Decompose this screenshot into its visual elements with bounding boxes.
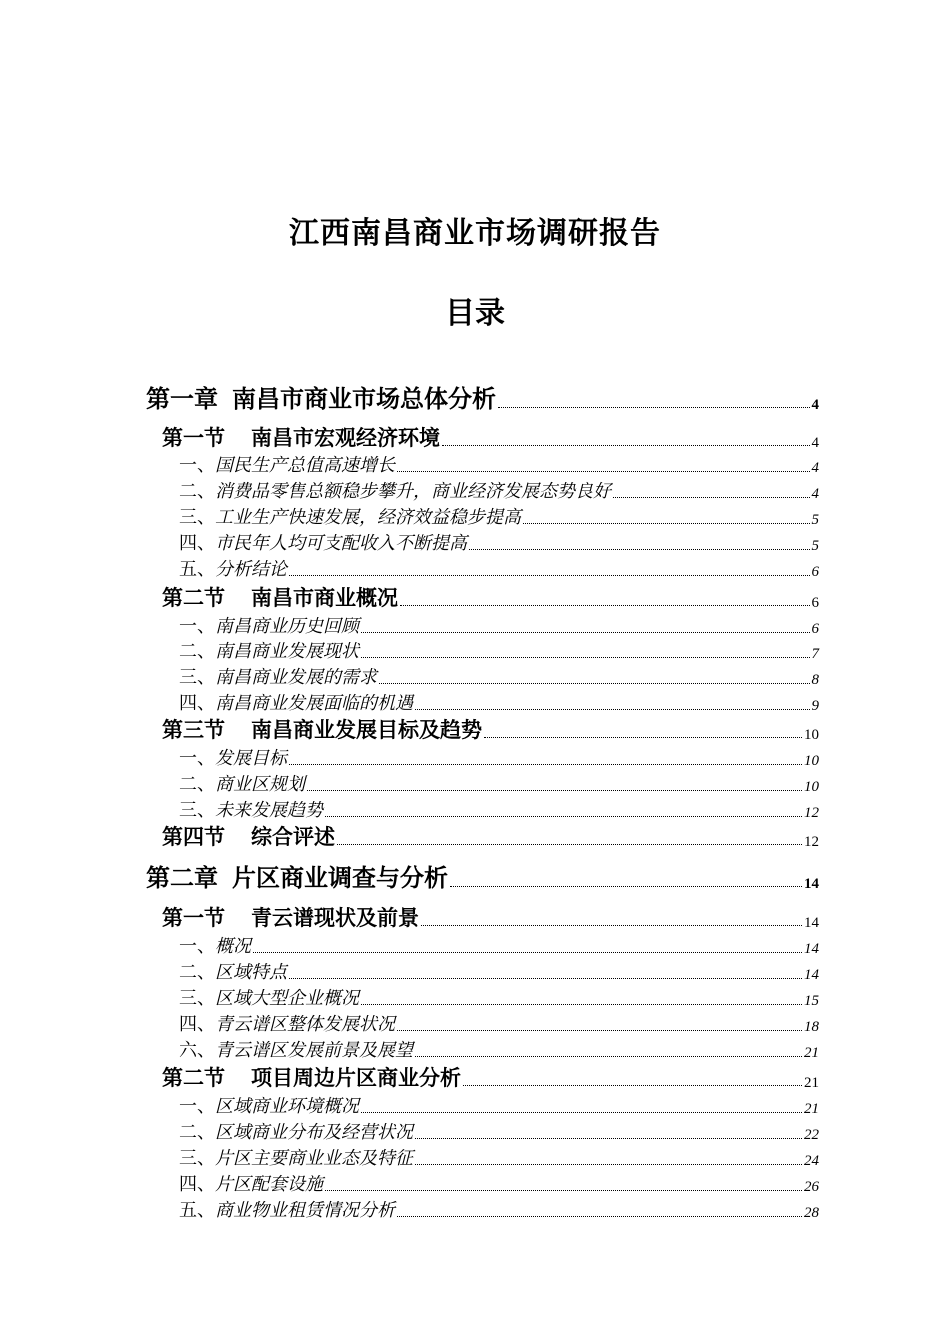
toc-entry-title: 项目周边片区商业分析 <box>251 1066 461 1090</box>
toc-entry-title: 工业生产快速发展，经济效益稳步提高 <box>215 507 521 528</box>
toc-entry-number: 四、 <box>179 693 215 714</box>
toc-entry-page-number: 28 <box>804 1205 819 1221</box>
toc-dot-leader <box>325 1189 802 1191</box>
toc-entry-page-number: 14 <box>804 967 819 983</box>
toc-entry-title: 未来发展趋势 <box>215 800 323 821</box>
toc-entry-page-number: 4 <box>811 397 819 413</box>
toc-dot-leader <box>415 1055 802 1057</box>
toc-entry-page-number: 12 <box>804 805 819 821</box>
toc-entry-page-number: 9 <box>811 698 819 714</box>
toc-entry-number: 三、 <box>179 507 215 528</box>
toc-entry-title: 综合评述 <box>251 825 335 849</box>
toc-entry-title: 片区主要商业业态及特征 <box>215 1148 413 1169</box>
toc-entry-page-number: 21 <box>804 1075 819 1091</box>
toc-dot-leader <box>613 496 810 498</box>
toc-entry-page-number: 26 <box>804 1179 819 1195</box>
toc-entry-number: 五、 <box>179 1200 215 1221</box>
toc-entry-number: 第二节 <box>162 586 225 610</box>
toc-entry-level-3[interactable] <box>179 557 819 581</box>
toc-entry-number: 第四节 <box>162 825 225 849</box>
toc-entry-level-3[interactable] <box>179 1038 819 1062</box>
toc-dot-leader <box>361 656 810 658</box>
toc-entry-title: 南昌商业发展目标及趋势 <box>251 718 482 742</box>
toc-entry-level-2[interactable] <box>162 717 819 744</box>
toc-entry-number: 一、 <box>179 748 215 769</box>
toc-entry-title: 概况 <box>215 936 251 957</box>
toc-entry-page-number: 6 <box>811 595 819 611</box>
toc-dot-leader <box>450 885 802 887</box>
toc-entry-title: 区域商业环境概况 <box>215 1096 359 1117</box>
toc-entry-level-2[interactable] <box>162 1065 819 1092</box>
toc-dot-leader <box>325 815 802 817</box>
toc-entry-number: 四、 <box>179 1174 215 1195</box>
toc-dot-leader <box>337 843 802 845</box>
toc-dot-leader <box>463 1084 802 1086</box>
toc-entry-level-3[interactable] <box>179 1172 819 1196</box>
toc-entry-number: 四、 <box>179 1014 215 1035</box>
toc-dot-leader <box>307 789 802 791</box>
toc-entry-title: 南昌市商业市场总体分析 <box>232 385 496 413</box>
toc-dot-leader <box>379 682 810 684</box>
toc-entry-title: 片区配套设施 <box>215 1174 323 1195</box>
toc-entry-page-number: 4 <box>811 435 819 451</box>
toc-entry-page-number: 21 <box>804 1101 819 1117</box>
toc-entry-number: 二、 <box>179 641 215 662</box>
toc-dot-leader <box>361 631 810 633</box>
toc-entry-level-2[interactable] <box>162 824 819 851</box>
toc-entry-title: 市民年人均可支配收入不断提高 <box>215 533 467 554</box>
toc-entry-level-3[interactable] <box>179 772 819 796</box>
toc-dot-leader <box>421 924 802 926</box>
toc-entry-level-3[interactable] <box>179 1146 819 1170</box>
toc-entry-level-2[interactable] <box>162 425 819 452</box>
toc-entry-page-number: 15 <box>804 993 819 1009</box>
toc-entry-level-3[interactable] <box>179 665 819 689</box>
toc-entry-number: 三、 <box>179 800 215 821</box>
toc-entry-number: 第一节 <box>162 426 225 450</box>
toc-entry-page-number: 14 <box>804 941 819 957</box>
toc-entry-number: 二、 <box>179 1122 215 1143</box>
toc-entry-number: 四、 <box>179 533 215 554</box>
toc-entry-title: 商业区规划 <box>215 774 305 795</box>
toc-entry-page-number: 10 <box>804 779 819 795</box>
toc-dot-leader <box>397 1215 802 1217</box>
toc-entry-number: 二、 <box>179 962 215 983</box>
toc-entry-number: 六、 <box>179 1040 215 1061</box>
toc-entry-page-number: 6 <box>811 621 819 637</box>
toc-entry-title: 国民生产总值高速增长 <box>215 455 395 476</box>
toc-entry-number: 二、 <box>179 774 215 795</box>
toc-entry-page-number: 4 <box>811 486 819 502</box>
toc-entry-level-3[interactable] <box>179 691 819 715</box>
toc-dot-leader <box>289 763 802 765</box>
toc-entry-page-number: 8 <box>811 672 819 688</box>
toc-entry-title: 区域商业分布及经营状况 <box>215 1122 413 1143</box>
toc-dot-leader <box>498 406 810 408</box>
toc-entry-level-2[interactable] <box>162 585 819 612</box>
toc-entry-title: 分析结论 <box>215 559 287 580</box>
toc-entry-title: 青云谱区整体发展状况 <box>215 1014 395 1035</box>
toc-entry-level-1[interactable] <box>146 384 819 414</box>
toc-entry-level-2[interactable] <box>162 905 819 932</box>
toc-entry-page-number: 24 <box>804 1153 819 1169</box>
toc-entry-number: 三、 <box>179 1148 215 1169</box>
toc-entry-number: 一、 <box>179 936 215 957</box>
toc-entry-page-number: 5 <box>811 538 819 554</box>
toc-entry-title: 商业物业租赁情况分析 <box>215 1200 395 1221</box>
toc-entry-page-number: 14 <box>804 915 819 931</box>
toc-entry-level-3[interactable] <box>179 960 819 984</box>
toc-dot-leader <box>415 1137 802 1139</box>
toc-entry-title: 南昌商业发展现状 <box>215 641 359 662</box>
toc-dot-leader <box>523 522 810 524</box>
toc-entry-page-number: 10 <box>804 727 819 743</box>
toc-entry-title: 南昌商业发展面临的机遇 <box>215 693 413 714</box>
toc-entry-level-3[interactable] <box>179 531 819 555</box>
toc-entry-level-3[interactable] <box>179 934 819 958</box>
toc-dot-leader <box>361 1111 802 1113</box>
toc-entry-page-number: 18 <box>804 1019 819 1035</box>
toc-entry-title: 消费品零售总额稳步攀升，商业经济发展态势良好 <box>215 481 611 502</box>
toc-entry-level-3[interactable] <box>179 1120 819 1144</box>
toc-entry-page-number: 4 <box>811 460 819 476</box>
toc-entry-number: 第二章 <box>146 864 218 892</box>
toc-entry-level-3[interactable] <box>179 479 819 503</box>
toc-entry-page-number: 14 <box>804 876 819 892</box>
toc-dot-leader <box>289 574 810 576</box>
toc-entry-number: 二、 <box>179 481 215 502</box>
toc-dot-leader <box>469 548 810 550</box>
toc-entry-level-3[interactable] <box>179 639 819 663</box>
toc-entry-page-number: 5 <box>811 512 819 528</box>
toc-entry-level-3[interactable] <box>179 1094 819 1118</box>
toc-dot-leader <box>415 708 810 710</box>
document-title: 江西南昌商业市场调研报告 <box>289 216 661 251</box>
toc-entry-title: 片区商业调查与分析 <box>232 864 448 892</box>
toc-entry-title: 南昌商业历史回顾 <box>215 616 359 637</box>
toc-entry-title: 南昌市宏观经济环境 <box>251 426 440 450</box>
toc-entry-number: 三、 <box>179 988 215 1009</box>
toc-entry-title: 区域特点 <box>215 962 287 983</box>
toc-entry-level-3[interactable] <box>179 798 819 822</box>
toc-entry-title: 发展目标 <box>215 748 287 769</box>
toc-dot-leader <box>400 604 810 606</box>
toc-entry-level-3[interactable] <box>179 986 819 1010</box>
toc-dot-leader <box>415 1163 802 1165</box>
toc-entry-page-number: 12 <box>804 834 819 850</box>
toc-dot-leader <box>361 1003 802 1005</box>
toc-entry-title: 南昌市商业概况 <box>251 586 398 610</box>
toc-dot-leader <box>442 444 810 446</box>
toc-entry-number: 一、 <box>179 455 215 476</box>
toc-entry-number: 三、 <box>179 667 215 688</box>
toc-entry-page-number: 6 <box>811 564 819 580</box>
toc-entry-number: 第一章 <box>146 385 218 413</box>
toc-entry-page-number: 10 <box>804 753 819 769</box>
toc-entry-title: 青云谱区发展前景及展望 <box>215 1040 413 1061</box>
toc-entry-title: 南昌商业发展的需求 <box>215 667 377 688</box>
toc-entry-title: 区域大型企业概况 <box>215 988 359 1009</box>
toc-entry-page-number: 7 <box>811 646 819 662</box>
toc-dot-leader <box>484 736 802 738</box>
toc-entry-number: 第三节 <box>162 718 225 742</box>
toc-entry-page-number: 22 <box>804 1127 819 1143</box>
toc-entry-level-3[interactable] <box>179 746 819 770</box>
toc-entry-title: 青云谱现状及前景 <box>251 906 419 930</box>
toc-entry-number: 五、 <box>179 559 215 580</box>
toc-entry-level-1[interactable] <box>146 863 819 893</box>
toc-entry-level-3[interactable] <box>179 1198 819 1222</box>
toc-dot-leader <box>397 470 810 472</box>
toc-dot-leader <box>397 1029 802 1031</box>
toc-heading: 目录 <box>445 296 505 331</box>
toc-entry-number: 第一节 <box>162 906 225 930</box>
toc-entry-number: 一、 <box>179 616 215 637</box>
toc-dot-leader <box>253 951 802 953</box>
toc-entry-number: 第二节 <box>162 1066 225 1090</box>
toc-entry-level-3[interactable] <box>179 453 819 477</box>
toc-entry-level-3[interactable] <box>179 614 819 638</box>
toc-entry-level-3[interactable] <box>179 1012 819 1036</box>
toc-entry-number: 一、 <box>179 1096 215 1117</box>
toc-entry-page-number: 21 <box>804 1045 819 1061</box>
toc-entry-level-3[interactable] <box>179 505 819 529</box>
toc-dot-leader <box>289 977 802 979</box>
